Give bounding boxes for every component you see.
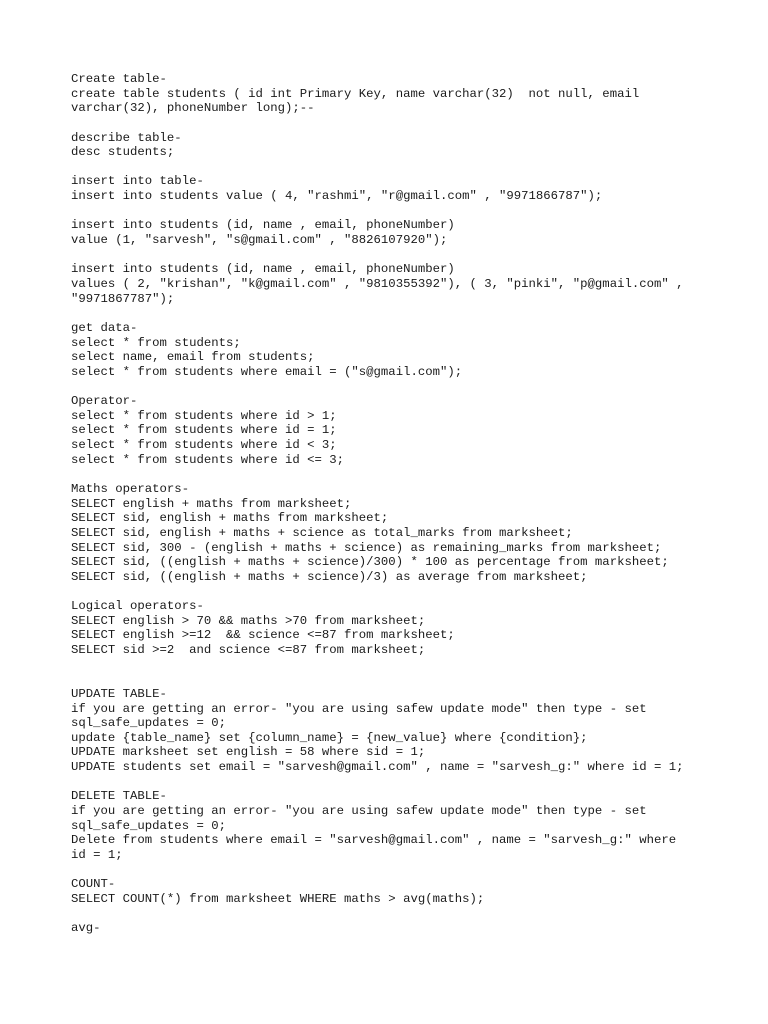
- code-line: if you are getting an error- "you are using safew update mode" then type - set: [71, 701, 647, 716]
- section-insert-into-table: [71, 174, 731, 203]
- section-heading: Create table-: [71, 72, 167, 86]
- code-line: SELECT sid, english + maths + science as total_marks from marksheet;: [71, 525, 573, 540]
- code-line: SELECT english >=12 && science <=87 from marksheet;: [71, 628, 455, 643]
- code-line: "9971867787");: [71, 291, 175, 306]
- section-insert-multiple: [71, 262, 731, 306]
- section-operator: [71, 394, 731, 467]
- section-heading: describe table-: [71, 130, 182, 145]
- section-heading: UPDATE TABLE-: [71, 686, 167, 701]
- code-line: create table students ( id int Primary Key, name varchar(32) not null, email: [71, 86, 640, 101]
- code-line: update {table_name} set {column_name} = {new_value} where {condition};: [71, 730, 588, 745]
- code-line: Delete from students where email = "sarvesh@gmail.com" , name = "sarvesh_g:" where: [71, 833, 677, 848]
- code-line: SELECT sid >=2 and science <=87 from marksheet;: [71, 642, 426, 657]
- section-heading: Logical operators-: [71, 599, 204, 614]
- section-maths-operators: [71, 482, 731, 584]
- section-get-data: [71, 321, 731, 380]
- section-create-table: [71, 72, 731, 116]
- section-heading: Maths operators-: [71, 481, 190, 496]
- code-line: select * from students where id = 1;: [71, 423, 337, 438]
- code-line: UPDATE marksheet set english = 58 where sid = 1;: [71, 745, 426, 760]
- section-describe-table: [71, 131, 731, 160]
- section-heading: Operator-: [71, 394, 138, 409]
- code-line: SELECT english + maths from marksheet;: [71, 496, 352, 511]
- code-line: SELECT english > 70 && maths >70 from marksheet;: [71, 613, 426, 628]
- document-page: [71, 72, 731, 950]
- code-line: insert into students (id, name , email, phoneNumber): [71, 218, 455, 233]
- code-line: select name, email from students;: [71, 350, 315, 365]
- code-line: select * from students where id > 1;: [71, 408, 337, 423]
- code-line: varchar(32), phoneNumber long);--: [71, 101, 315, 116]
- code-line: SELECT sid, english + maths from marksheet;: [71, 511, 389, 526]
- section-heading: COUNT-: [71, 877, 116, 892]
- code-line: desc students;: [71, 145, 175, 160]
- code-line: sql_safe_updates = 0;: [71, 818, 226, 833]
- code-line: sql_safe_updates = 0;: [71, 716, 226, 731]
- section-avg: [71, 921, 731, 936]
- code-line: SELECT sid, ((english + maths + science)/300) * 100 as percentage from marksheet;: [71, 555, 669, 570]
- section-heading: DELETE TABLE-: [71, 789, 167, 804]
- code-line: if you are getting an error- "you are using safew update mode" then type - set: [71, 804, 647, 819]
- code-line: insert into students value ( 4, "rashmi", "r@gmail.com" , "9971866787");: [71, 189, 603, 204]
- section-heading: avg-: [71, 921, 101, 936]
- code-line: id = 1;: [71, 847, 123, 862]
- section-update-table: [71, 687, 731, 775]
- code-line: select * from students where id <= 3;: [71, 452, 345, 467]
- code-line: SELECT COUNT(*) from marksheet WHERE maths > avg(maths);: [71, 891, 485, 906]
- code-line: SELECT sid, 300 - (english + maths + science) as remaining_marks from marksheet;: [71, 540, 662, 555]
- section-delete-table: [71, 789, 731, 862]
- code-line: select * from students where id < 3;: [71, 438, 337, 453]
- section-heading: get data-: [71, 320, 138, 335]
- section-count: [71, 877, 731, 906]
- code-line: value (1, "sarvesh", "s@gmail.com" , "8826107920");: [71, 233, 448, 248]
- code-line: SELECT sid, ((english + maths + science)/3) as average from marksheet;: [71, 569, 588, 584]
- code-line: UPDATE students set email = "sarvesh@gmail.com" , name = "sarvesh_g:" where id = 1;: [71, 760, 684, 775]
- section-heading: insert into table-: [71, 174, 204, 189]
- section-logical-operators: [71, 599, 731, 658]
- code-line: select * from students;: [71, 335, 241, 350]
- section-insert-sarvesh: [71, 218, 731, 247]
- code-line: insert into students (id, name , email, phoneNumber): [71, 262, 455, 277]
- code-line: values ( 2, "krishan", "k@gmail.com" , "9810355392"), ( 3, "pinki", "p@gmail.com" ,: [71, 276, 684, 291]
- code-line: select * from students where email = ("s@gmail.com");: [71, 364, 463, 379]
